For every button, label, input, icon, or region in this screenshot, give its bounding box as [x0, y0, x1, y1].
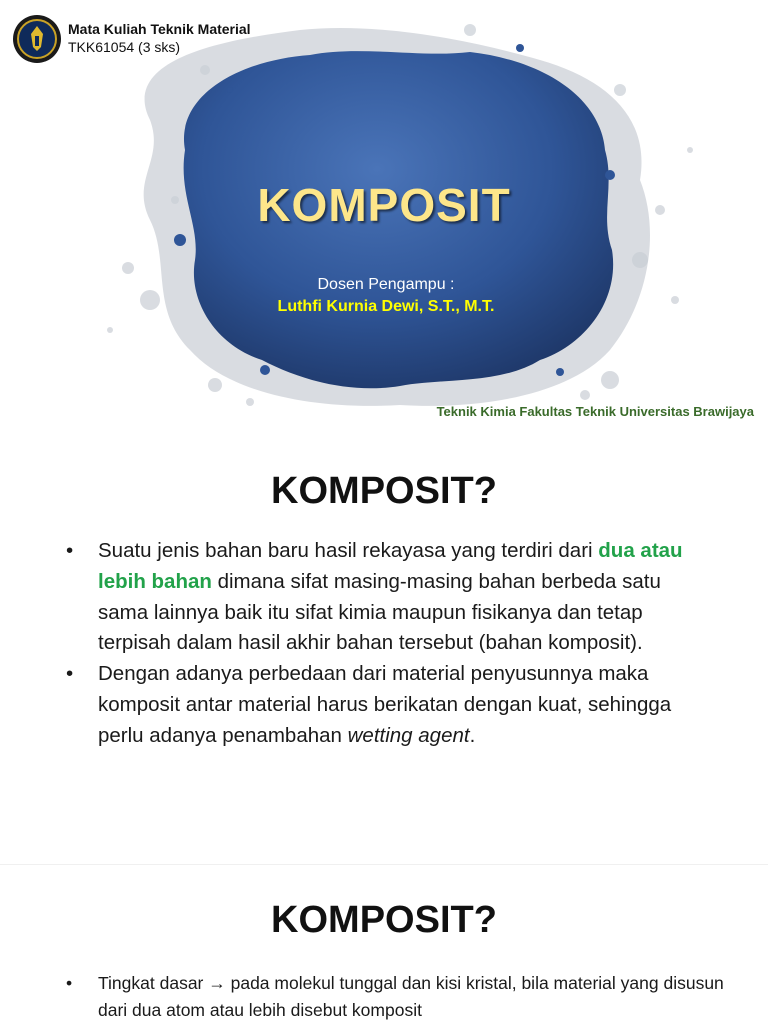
- lecturer-label: Dosen Pengampu :: [317, 276, 455, 293]
- course-code: TKK61054 (3 sks): [68, 39, 181, 55]
- bullet-text: .: [469, 723, 476, 747]
- bullet-symbol: •: [66, 662, 74, 686]
- bullet-list: [66, 536, 706, 752]
- bullet-text: Dengan adanya perbedaan dari material penyusunnya maka komposit antar material harus berikatan dengan kuat, sehingga perlu adanya penambahan: [98, 662, 672, 747]
- lecturer-name: Luthfi Kurnia Dewi, S.T., M.T.: [277, 298, 495, 315]
- bullet-text: Tingkat dasar → pada molekul tunggal dan kisi kristal, bila material yang disusun dari dua atom atau lebih disebut komposit: [98, 973, 724, 1020]
- bullet-item: [66, 659, 706, 751]
- bullet-symbol: •: [66, 973, 73, 993]
- affiliation-text: Teknik Kimia Fakultas Teknik Universitas Brawijaya: [436, 404, 754, 419]
- levels-slide: [0, 864, 768, 1024]
- slide-heading: KOMPOSIT?: [271, 899, 497, 941]
- presentation-title: KOMPOSIT: [257, 179, 511, 231]
- bullet-text: dimana sifat masing-masing bahan berbeda satu sama lainnya baik itu sifat kimia maupun fisikanya dan tetap terpisah dalam hasil akhir bahan tersebut (bahan komposit).: [98, 569, 661, 655]
- bullet-symbol: •: [66, 539, 74, 562]
- university-logo: [12, 14, 62, 64]
- highlighted-term: dua atau lebih bahan: [98, 539, 683, 593]
- slide-heading: KOMPOSIT?: [271, 470, 497, 512]
- bullet-list: [66, 970, 726, 1024]
- course-title: Mata Kuliah Teknik Material: [68, 21, 251, 37]
- definition-slide: [0, 432, 768, 864]
- bullet-item: [66, 536, 706, 659]
- bullet-item: [66, 970, 726, 1024]
- italic-term: wetting agent: [347, 723, 470, 747]
- bullet-text: Suatu jenis bahan baru hasil rekayasa yang terdiri dari: [98, 539, 599, 562]
- title-slide: [0, 0, 768, 432]
